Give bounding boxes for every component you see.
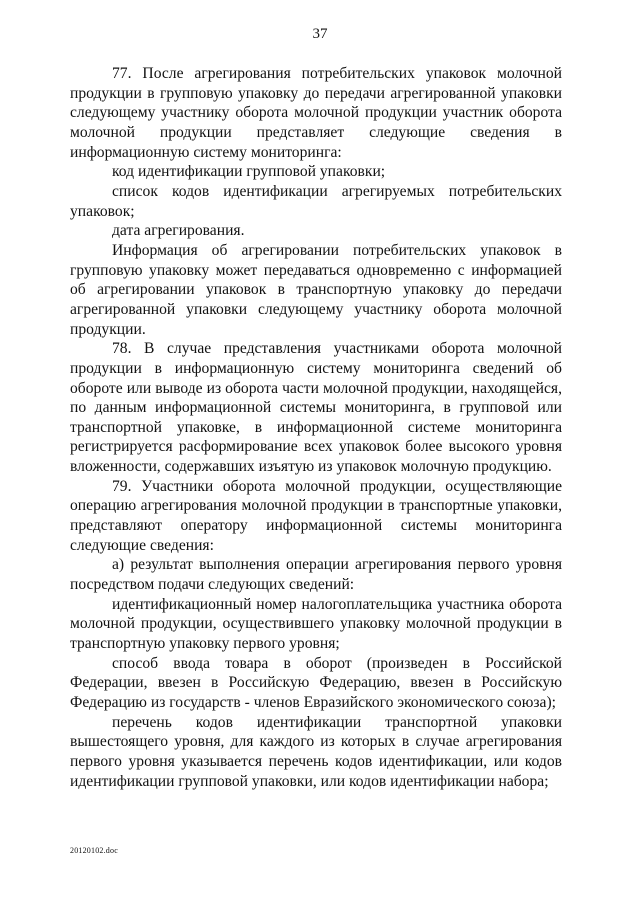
paragraph-group-package-code: код идентификации групповой упаковки; [112, 163, 386, 181]
paragraph-item-78: 78. В случае представления участниками оборота молочной продукции в информационную систему мониторинга сведений об обороте или выводе из оборота части молочной продукции, находящейся, по данным информационной системы мониторинга, в групповой или транспортной упаковке, в информационной системе мониторинга регистрируется расформирование всех упаковок более высокого уровня вложенности, содержавших изъятую из упаковок молочную продукцию. [70, 340, 562, 476]
paragraph-item-77: 77. После агрегирования потребительских упаковок молочной продукции в групповую упаковку до передачи агрегированной упаковки следующему участнику оборота молочной продукции участник оборота молочной продукции представляет следующие сведения в информационную систему мониторинга: [70, 65, 562, 161]
paragraph-entry-method: способ ввода товара в оборот (произведен в Российской Федерации, ввезен в Российскую Федерацию, ввезен в Российскую Федерацию из государств - членов Евразийского экономического союза); [70, 654, 562, 711]
paragraph-aggregation-date: дата агрегирования. [112, 222, 245, 240]
paragraph-aggregation-info: Информация об агрегировании потребительских упаковок в групповую упаковку может передаваться одновременно с информацией об агрегировании упаковок в транспортную упаковку до передачи агрегированной упаковки следующему участнику оборота молочной продукции. [70, 241, 562, 338]
paragraph-subitem-a: а) результат выполнения операции агрегирования первого уровня посредством подачи следующих сведений: [70, 556, 562, 594]
document-body [70, 64, 562, 791]
paragraph-item-79: 79. Участники оборота молочной продукции, осуществляющие операцию агрегирования молочной продукции в транспортные упаковки, представляют оператору информационной системы мониторинга следующие сведения: [70, 477, 562, 554]
paragraph-aggregated-codes-list: список кодов идентификации агрегируемых потребительских упаковок; [70, 182, 562, 220]
paragraph-taxpayer-number: идентификационный номер налогоплательщика участника оборота молочной продукции, осуществившего упаковку молочной продукции в транспортную упаковку первого уровня; [70, 595, 562, 653]
footer-filename: 20120102.doc [70, 846, 118, 855]
page-number: 37 [312, 26, 328, 42]
paragraph-transport-codes-list: перечень кодов идентификации транспортной упаковки вышестоящего уровня, для каждого из которых в случае агрегирования первого уровня указывается перечень кодов идентификации, или кодов идентификации групповой упаковки, или кодов идентификации набора; [70, 713, 562, 790]
